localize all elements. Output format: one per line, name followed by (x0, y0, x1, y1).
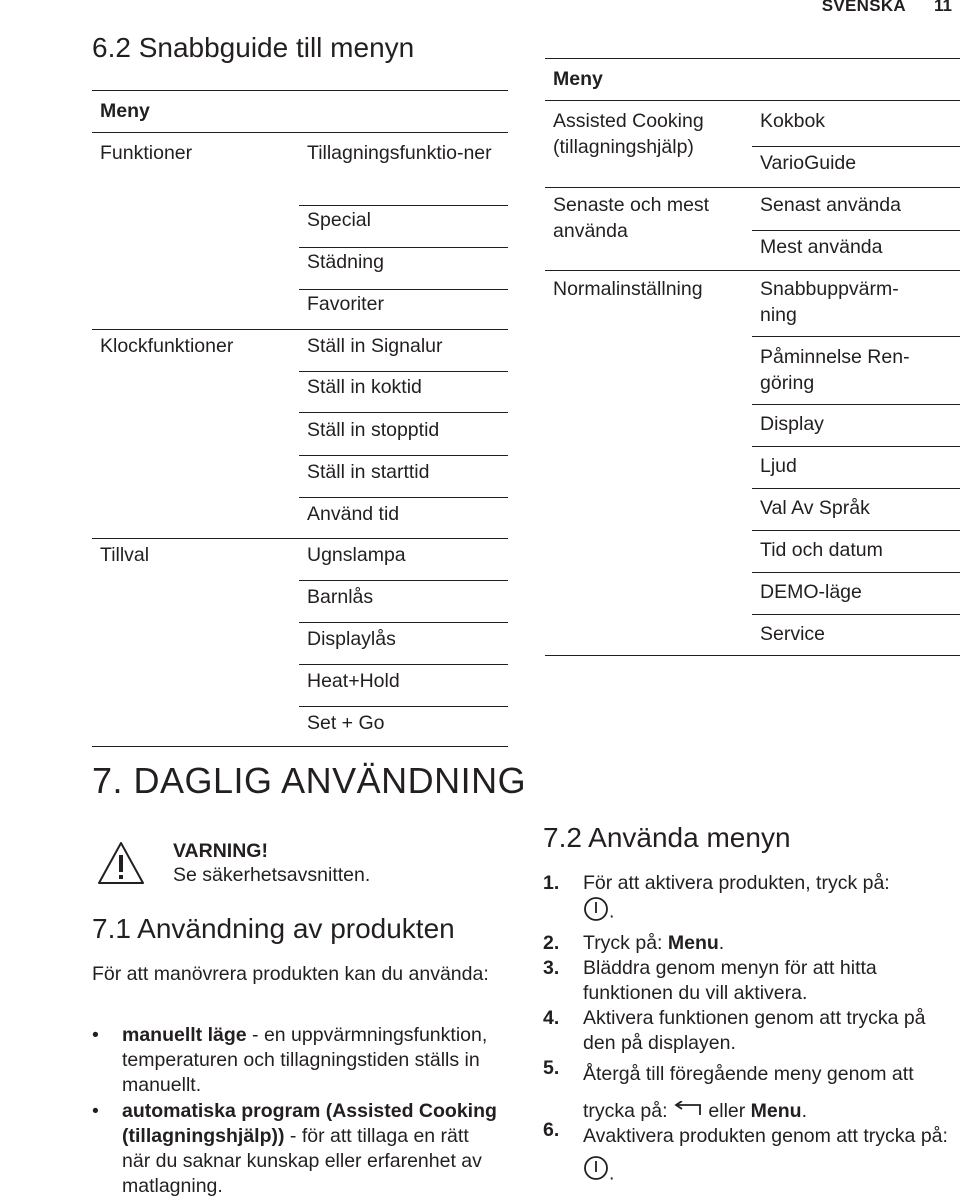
table-rule (92, 329, 508, 330)
section-7-1-intro: För att manövrera produkten kan du använda: (92, 963, 489, 985)
item-cell: Ställ in koktid (307, 376, 422, 398)
item-cell: Mest använda (760, 236, 883, 258)
table-rule (545, 655, 960, 656)
table-rule (545, 100, 960, 101)
item-cell: Barnlås (307, 586, 374, 608)
item-cell: Tillagningsfunktio-ner (307, 142, 492, 164)
item-cell: Ugnslampa (307, 544, 406, 566)
item-cell: Service (760, 623, 826, 645)
item-cell: Städning (307, 251, 384, 273)
page-number: 11 (934, 0, 952, 15)
item-cell: Favoriter (307, 293, 384, 315)
item-cell: DEMO-läge (760, 581, 862, 603)
item-cell: Ställ in starttid (307, 461, 430, 483)
warning-title: VARNING! (173, 840, 268, 862)
table-rule (299, 289, 508, 290)
section-7-1-title: 7.1 Användning av produkten (92, 913, 455, 944)
table-rule (752, 404, 960, 405)
item-cell: Senast använda (760, 194, 901, 216)
section-7-2-title: 7.2 Använda menyn (543, 822, 791, 853)
item-cell: Snabbuppvärm-ning (760, 278, 899, 326)
bullet-text: - en uppvärmningsfunktion, temperaturen och tillagningstiden ställs in manuellt. (122, 1024, 488, 1096)
item-cell: Set + Go (307, 712, 385, 734)
category-cell: Tillval (100, 544, 150, 566)
power-icon (583, 1155, 609, 1194)
category-cell: Assisted Cooking (tillagningshjälp) (553, 110, 704, 158)
table-rule (752, 230, 960, 231)
section-6-2-title: 6.2 Snabbguide till menyn (92, 32, 415, 63)
language-label: SVENSKA (821, 0, 906, 15)
table-heading: Meny (100, 100, 150, 122)
item-cell: Special (307, 209, 371, 231)
category-cell: Klockfunktioner (100, 335, 234, 357)
item-cell: Display (760, 413, 824, 435)
table-rule (299, 497, 508, 498)
table-rule (299, 455, 508, 456)
power-icon (583, 896, 609, 929)
item-cell: Val Av Språk (760, 497, 870, 519)
item-cell: Ljud (760, 455, 797, 477)
table-rule (299, 580, 508, 581)
item-cell: Ställ in stopptid (307, 419, 440, 441)
table-rule (752, 530, 960, 531)
warning-triangle-icon (96, 840, 146, 886)
item-cell: Displaylås (307, 628, 396, 650)
table-rule (545, 187, 960, 188)
bullet-text: - för att tillaga en rätt när du saknar kunskap eller erfarenhet av matlagning. (122, 1125, 482, 1197)
table-heading: Meny (553, 68, 603, 90)
category-cell: Senaste och mest använda (553, 194, 710, 242)
table-rule (92, 746, 508, 747)
table-rule (752, 146, 960, 147)
section-7-title: 7. DAGLIG ANVÄNDNING (92, 760, 527, 801)
table-rule (92, 538, 508, 539)
table-rule (752, 488, 960, 489)
item-cell: Påminnelse Ren-göring (760, 346, 910, 394)
table-rule (299, 706, 508, 707)
table-rule (752, 336, 960, 337)
category-cell: Normalinställning (553, 278, 703, 300)
table-rule (545, 270, 960, 271)
table-rule (299, 205, 508, 206)
warning-text: Se säkerhetsavsnitten. (173, 864, 371, 886)
table-rule (299, 622, 508, 623)
table-rule (752, 572, 960, 573)
item-cell: Heat+Hold (307, 670, 400, 692)
table-rule (299, 371, 508, 372)
item-cell: Ställ in Signalur (307, 335, 443, 357)
table-rule (752, 446, 960, 447)
table-rule (545, 58, 960, 59)
item-cell: Tid och datum (760, 539, 883, 561)
bullet-bold: automatiska program (Assisted Cooking (tillagningshjälp)) (122, 1100, 497, 1147)
table-rule (299, 664, 508, 665)
table-rule (752, 614, 960, 615)
category-cell: Funktioner (100, 142, 193, 164)
item-cell: Kokbok (760, 110, 826, 132)
table-rule (299, 247, 508, 248)
table-rule (299, 412, 508, 413)
table-rule (92, 90, 508, 91)
item-cell: Använd tid (307, 503, 400, 525)
item-cell: VarioGuide (760, 152, 857, 174)
bullet-bold: manuellt läge (122, 1024, 247, 1046)
table-rule (92, 132, 508, 133)
page-header (545, 0, 960, 20)
